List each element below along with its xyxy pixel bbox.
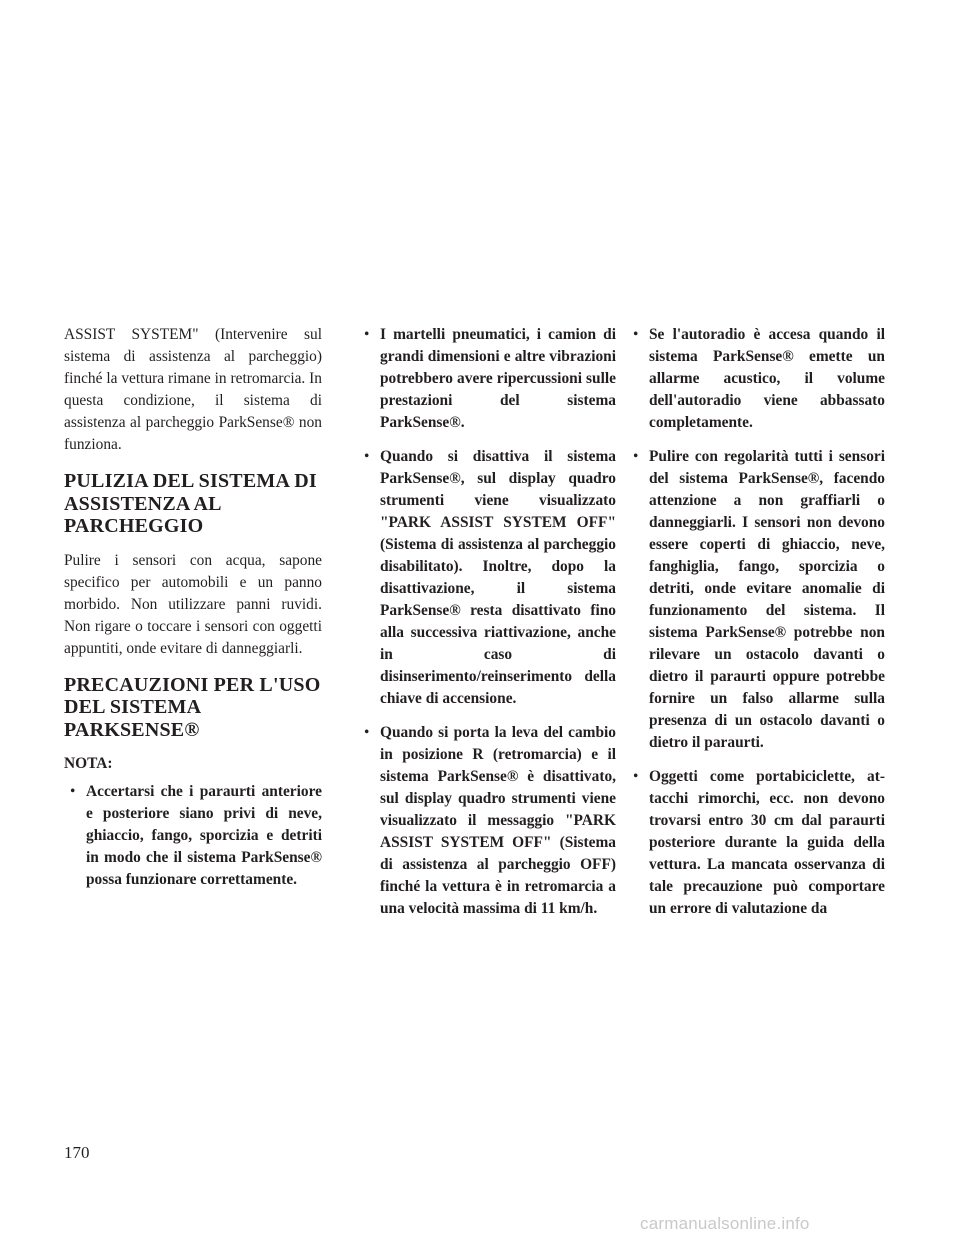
bullet-icon: • — [633, 326, 639, 343]
text-column-3 — [627, 324, 885, 932]
heading-precautions: PRECAUZIONI PER L'USO DEL SISTEMA PARKSENSE® — [64, 673, 321, 741]
bullet-text: Quando si porta la leva del cambio in posizione R (retromarcia) e il sistema ParkSense® è disattivato, sul display quadro strumenti viene visualizzato il messaggio "PARK ASSIST SYSTEM OFF" (Sistema di assistenza al parcheggio OFF) finché la vettura è in retromarcia a una velocità massima di 11 km/h. — [380, 724, 616, 917]
bullet-text: Se l'autoradio è accesa quando il sistema ParkSense® emette un allarme acustico, il volume dell'autoradio viene abbassato completamente. — [649, 326, 885, 431]
bullet-icon: • — [364, 448, 370, 465]
bullet-list-col1 — [64, 781, 322, 891]
bullet-item — [64, 781, 322, 891]
bullet-list-col2 — [358, 324, 616, 920]
bullet-item — [627, 766, 885, 920]
watermark: carmanualsonline.info — [640, 1214, 810, 1233]
heading-cleaning: PULIZIA DEL SISTEMA DI ASSISTENZA AL PARCHEGGIO — [64, 470, 317, 537]
bullet-text: I martelli pneumatici, i camion di grandi dimensioni e altre vibrazioni potrebbero avere ripercussioni sulle prestazioni del sistema ParkSense®. — [380, 326, 616, 431]
note-label: NOTA: — [64, 755, 113, 772]
bullet-text: Pulire con regolarità tutti i sensori del sistema ParkSense®, facendo attenzione a non graffiarli o danneggiarli. I sensori non devono essere coperti di ghiaccio, neve, fanghiglia, fango, sporcizia o detriti, onde evitare anomalie di funzionamento del sistema. Il sistema ParkSense® potrebbe non rilevare un ostacolo davanti o dietro il paraurti oppure potrebbe fornire un falso allarme sulla presenza di un ostacolo davanti o dietro il paraurti. — [649, 448, 885, 751]
bullet-icon: • — [70, 783, 76, 800]
bullet-text: Quando si disattiva il sistema ParkSense®, sul display quadro strumenti viene visualizzato "PARK ASSIST SYSTEM OFF" (Sistema di assistenza al parcheggio disabilitato). Inoltre, dopo la disattivazione, il sistema ParkSense® resta disattivato fino alla successiva riattivazione, anche in caso di disinserimento/reinserimento della chiave di accensione. — [380, 448, 616, 707]
bullet-icon: • — [633, 768, 639, 785]
bullet-icon: • — [364, 724, 370, 741]
bullet-text: Accertarsi che i paraurti anteriore e posteriore siano privi di neve, ghiaccio, fango, sporcizia e detriti in modo che il sistema ParkSense® possa funzionare correttamente. — [86, 783, 322, 888]
bullet-item — [358, 324, 616, 434]
page-number: 170 — [64, 1143, 90, 1162]
text-column-2 — [358, 324, 616, 932]
bullet-icon: • — [633, 448, 639, 465]
cleaning-paragraph: Pulire i sensori con acqua, sapone specifico per automobili e un panno morbido. Non utilizzare panni ruvidi. Non rigare o toccare i sensori con oggetti appuntiti, onde evitare di danneggiarli. — [64, 551, 322, 657]
bullet-list-col3 — [627, 324, 885, 920]
bullet-item — [358, 722, 616, 920]
bullet-item — [358, 446, 616, 710]
bullet-text: Oggetti come portabiciclette, attacchi rimorchi, ecc. non devono trovarsi entro 30 cm dal paraurti posteriore durante la guida della vettura. La mancata osservanza di tale precauzione può comportare un errore di valutazione da — [649, 768, 885, 917]
bullet-item — [627, 446, 885, 754]
bullet-icon: • — [364, 326, 370, 343]
bullet-item — [627, 324, 885, 434]
intro-paragraph: ASSIST SYSTEM" (Intervenire sul sistema di assistenza al parcheggio) finché la vettura rimane in retromarcia. In questa condizione, il sistema di assistenza al parcheggio ParkSense® non funziona. — [64, 326, 322, 453]
text-column-1 — [64, 324, 322, 903]
